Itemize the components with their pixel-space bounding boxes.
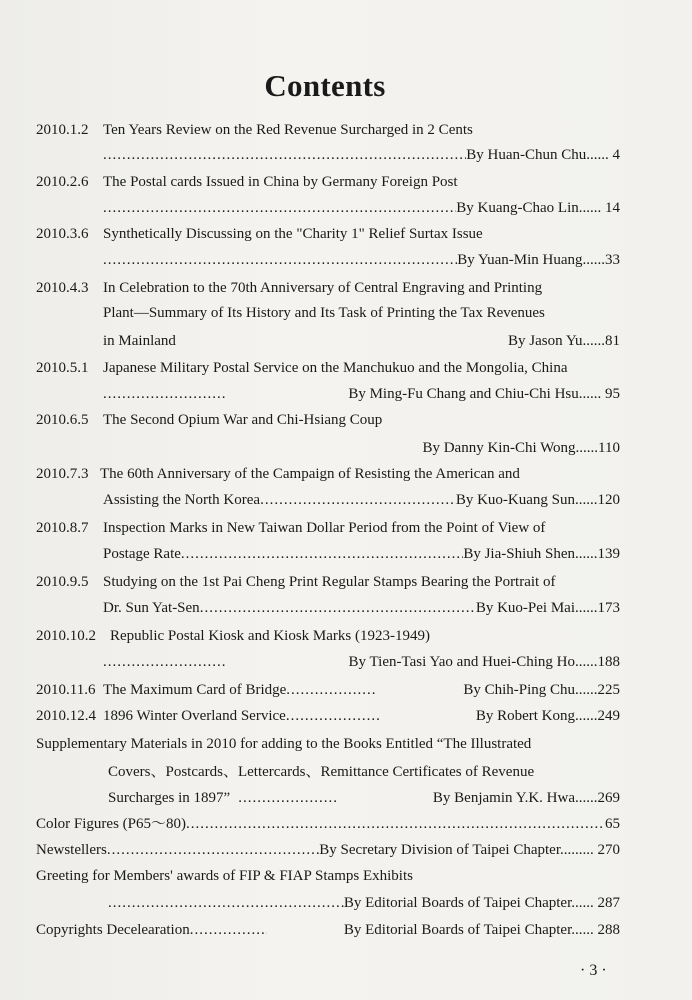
entry-leader [108, 893, 620, 913]
entry-date: 2010.4.3 [36, 280, 89, 296]
entry-date: 2010.1.2 [36, 122, 89, 138]
entry-title: 1896 Winter Overland Service [103, 708, 286, 724]
page-number: · 3 · [580, 962, 607, 979]
entry-title: Copyrights Decelearation [36, 922, 190, 938]
entry-author: By Ming-Fu Chang and Chiu-Chi Hsu...... 95 [348, 386, 620, 402]
entry-leader [103, 544, 620, 564]
entry-date: 2010.12.4 [36, 708, 96, 724]
entry-title: Color Figures (P65～80) [36, 816, 187, 832]
entry-date: 2010.2.6 [36, 174, 89, 190]
entry-leader [103, 706, 620, 726]
entry-title: Inspection Marks in New Taiwan Dollar Period from the Point of View of [103, 520, 546, 536]
entry-author: By Yuan-Min Huang......33 [457, 252, 620, 268]
entry-leader [36, 814, 620, 834]
entry-title: The Maximum Card of Bridge [103, 682, 287, 698]
entry-date: 2010.5.1 [36, 360, 89, 376]
entry-author: By Tien-Tasi Yao and Huei-Ching Ho......188 [348, 654, 620, 670]
entry-title-cont: Plant—Summary of Its History and Its Task of Printing the Tax Revenues [103, 305, 545, 321]
entry-leader [103, 384, 620, 404]
entry-date: 2010.6.5 [36, 412, 89, 428]
entry-leader [103, 198, 620, 218]
entry-title: The Postal cards Issued in China by Germany Foreign Post [103, 174, 458, 190]
entry-lastline: Dr. Sun Yat-Sen [103, 600, 200, 616]
entry-author: By Editorial Boards of Taipei Chapter...... 287 [343, 895, 620, 911]
entry-title: Greeting for Members' awards of FIP & FIAP Stamps Exhibits [36, 868, 413, 884]
entry-date: 2010.7.3 [36, 466, 89, 482]
entry-author: By Danny Kin-Chi Wong......110 [422, 440, 620, 456]
entry-author: By Kuo-Kuang Sun......120 [455, 492, 620, 508]
entry-leader [103, 652, 620, 672]
entry-page: 65 [605, 816, 620, 832]
entry-leader [36, 920, 620, 940]
entry-leader [103, 438, 620, 458]
entry-title: Newstellers [36, 842, 107, 858]
entry-author: By Secretary Division of Taipei Chapter......... 270 [319, 842, 620, 858]
supp-line-1: Supplementary Materials in 2010 for adding to the Books Entitled “The Illustrated [36, 736, 532, 752]
entry-title: Republic Postal Kiosk and Kiosk Marks (1923-1949) [110, 628, 430, 644]
entry-leader [103, 680, 620, 700]
entry-author: By Chih-Ping Chu......225 [463, 682, 621, 698]
entry-lastline: in Mainland [103, 333, 176, 349]
entry-leader [108, 788, 620, 808]
entry-author: By Huan-Chun Chu...... 4 [466, 147, 620, 163]
entry-title: The Second Opium War and Chi-Hsiang Coup [103, 412, 383, 428]
page-title: Contents [264, 68, 386, 103]
entry-title: Ten Years Review on the Red Revenue Surcharged in 2 Cents [103, 122, 473, 138]
entry-date: 2010.8.7 [36, 520, 89, 536]
entry-author: By Robert Kong......249 [475, 708, 621, 724]
entry-leader [103, 490, 620, 510]
entry-author: By Kuang-Chao Lin...... 14 [456, 200, 620, 216]
entry-leader [103, 250, 620, 270]
entry-date: 2010.10.2 [36, 628, 96, 644]
entry-lastline: Postage Rate [103, 546, 181, 562]
entry-author: By Benjamin Y.K. Hwa......269 [432, 790, 620, 806]
entry-leader [103, 598, 620, 618]
entry-date: 2010.11.6 [36, 682, 96, 698]
entry-author: By Jason Yu......81 [508, 333, 620, 349]
entry-date: 2010.3.6 [36, 226, 89, 242]
entry-author: By Kuo-Pei Mai......173 [475, 600, 620, 616]
entry-author: By Editorial Boards of Taipei Chapter...... 288 [343, 922, 620, 938]
entry-leader [103, 331, 620, 351]
entry-leader [36, 840, 620, 860]
entry-leader [103, 145, 620, 165]
entry-title: Studying on the 1st Pai Cheng Print Regular Stamps Bearing the Portrait of [103, 574, 556, 590]
supp-line-2: Covers、Postcards、Lettercards、Remittance Certificates of Revenue [108, 764, 535, 780]
entry-author: By Jia-Shiuh Shen......139 [463, 546, 620, 562]
entry-date: 2010.9.5 [36, 574, 89, 590]
entry-title: Japanese Military Postal Service on the Manchukuo and the Mongolia, China [103, 360, 568, 376]
entry-title: Synthetically Discussing on the "Charity 1" Relief Surtax Issue [103, 226, 483, 242]
supp-line-3: Surcharges in 1897” [108, 790, 231, 806]
entry-title: The 60th Anniversary of the Campaign of Resisting the American and [100, 466, 520, 482]
entry-lastline: Assisting the North Korea [103, 492, 261, 508]
entry-title: In Celebration to the 70th Anniversary of Central Engraving and Printing [103, 280, 543, 296]
